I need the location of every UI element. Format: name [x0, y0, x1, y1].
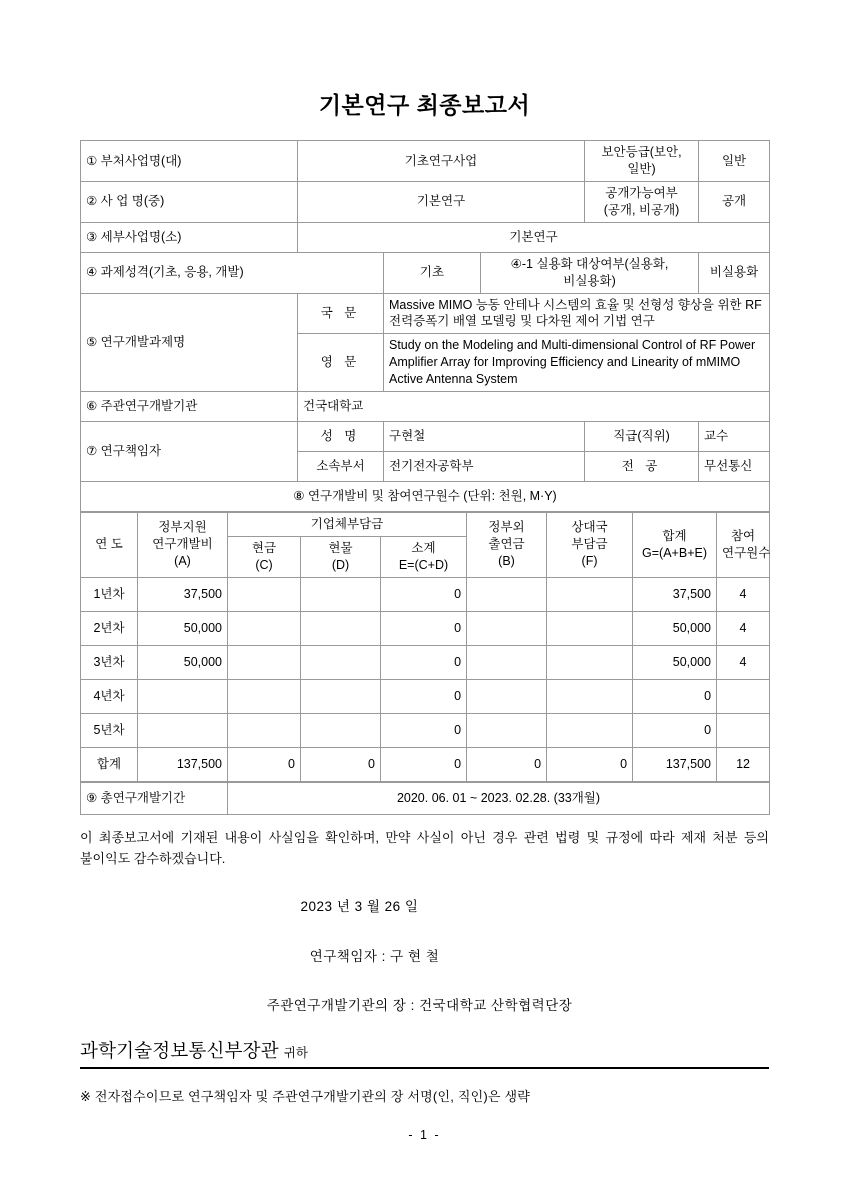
header-subtotal [381, 536, 467, 577]
signature-pi: 연구책임자 : 구 현 철 [309, 948, 440, 964]
table-row [81, 141, 770, 182]
row-inkind [301, 611, 381, 645]
row7-name-value: 구현철 [384, 421, 585, 451]
row-cash [228, 679, 301, 713]
total-nongov: 0 [467, 747, 547, 781]
signature-note: ※ 전자접수이므로 연구책임자 및 주관연구개발기관의 장 서명(인, 직인)은 생략 [80, 1088, 530, 1104]
total-total: 137,500 [633, 747, 717, 781]
row1-label: ① 부처사업명(대) [81, 141, 298, 182]
row2-side-value: 공개 [699, 182, 770, 223]
total-people: 12 [717, 747, 770, 781]
row1-value: 기초연구사업 [298, 141, 585, 182]
minister-title: 과학기술정보통신부장관 [80, 1039, 279, 1061]
row-total: 0 [633, 679, 717, 713]
table-row [81, 222, 770, 252]
row-nongov [467, 645, 547, 679]
row7-dept-value: 전기전자공학부 [384, 451, 585, 481]
row1-side-label: 보안등급(보안, 일반) [585, 141, 699, 182]
row-cash [228, 645, 301, 679]
declaration-text: 이 최종보고서에 기재된 내용이 사실임을 확인하며, 만약 사실이 아닌 경우 관련 법령 및 규정에 따라 제재 처분 등의 불이익도 감수하겠습니다. [80, 829, 769, 866]
row-subtotal: 0 [381, 611, 467, 645]
row-year: 2년차 [81, 611, 138, 645]
minister-addressee [80, 1037, 769, 1069]
signature-date: 2023 년 3 월 26 일 [300, 899, 419, 915]
row-subtotal: 0 [381, 679, 467, 713]
signature-block [80, 899, 769, 1014]
row-total: 50,000 [633, 611, 717, 645]
row-partner [547, 645, 633, 679]
row4-side-value: 비실용화 [699, 252, 770, 293]
header-partner-l2: 부담금 [571, 537, 608, 552]
header-nongov-l1: 정부외 [488, 520, 525, 535]
row-nongov [467, 577, 547, 611]
row-partner [547, 611, 633, 645]
header-people-l1: 참여 [730, 528, 756, 543]
row7-name-label: 성 명 [298, 421, 384, 451]
row4-label: ④ 과제성격(기초, 응용, 개발) [81, 252, 384, 293]
page-number: - 1 - [408, 1128, 441, 1142]
header-total-l2: G=(A+B+E) [642, 545, 707, 560]
row6-value: 건국대학교 [298, 391, 770, 421]
header-inkind [301, 536, 381, 577]
total-partner: 0 [547, 747, 633, 781]
row-total: 50,000 [633, 645, 717, 679]
row-partner [547, 713, 633, 747]
row-subtotal: 0 [381, 645, 467, 679]
header-subtotal-l1: 소계 [411, 540, 436, 555]
table-row [81, 481, 770, 511]
total-inkind: 0 [301, 747, 381, 781]
row-gov-support: 37,500 [138, 577, 228, 611]
table-row [81, 611, 770, 645]
period-label: ⑨ 총연구개발기간 [81, 782, 228, 814]
header-gov-support [138, 512, 228, 577]
header-gov-support-l3: (A) [174, 554, 191, 569]
row-year: 1년차 [81, 577, 138, 611]
row-people: 4 [717, 611, 770, 645]
row-gov-support: 50,000 [138, 611, 228, 645]
row7-major-label: 전 공 [585, 451, 699, 481]
row-year: 3년차 [81, 645, 138, 679]
row-total: 37,500 [633, 577, 717, 611]
row5-en-label: 영 문 [298, 334, 384, 392]
row6-label: ⑥ 주관연구개발기관 [81, 391, 298, 421]
signature-org: 주관연구개발기관의 장 : 건국대학교 산학협력단장 [266, 997, 573, 1013]
header-people [717, 512, 770, 577]
row7-position-label: 직급(직위) [585, 421, 699, 451]
row-subtotal: 0 [381, 713, 467, 747]
row-inkind [301, 679, 381, 713]
header-gov-support-l2: 연구개발비 [152, 537, 213, 552]
row5-kr-label: 국 문 [298, 293, 384, 334]
row5-label: ⑤ 연구개발과제명 [81, 293, 298, 391]
total-year: 합계 [81, 747, 138, 781]
row1-side-value: 일반 [699, 141, 770, 182]
header-total-l1: 합계 [662, 528, 687, 543]
table-row [81, 421, 770, 451]
header-year: 연 도 [81, 512, 138, 577]
row-people: 4 [717, 645, 770, 679]
row2-value: 기본연구 [298, 182, 585, 223]
period-table [80, 782, 770, 815]
total-cash: 0 [228, 747, 301, 781]
row7-dept-label: 소속부서 [298, 451, 384, 481]
table-row [81, 645, 770, 679]
header-cash-l1: 현금 [251, 540, 277, 555]
header-subtotal-l2: E=(C+D) [398, 557, 449, 572]
total-gov-support: 137,500 [138, 747, 228, 781]
row-gov-support: 50,000 [138, 645, 228, 679]
row-nongov [467, 679, 547, 713]
table-row [81, 293, 770, 334]
table-row [81, 577, 770, 611]
row5-kr-value: Massive MIMO 능동 안테나 시스템의 효율 및 선형성 향상을 위한 RF 전력증폭기 배열 모델링 및 다차원 제어 기법 연구 [384, 293, 770, 334]
header-nongov-l3: (B) [498, 554, 515, 569]
period-value: 2020. 06. 01 ~ 2023. 02.28. (33개월) [228, 782, 770, 814]
table-row [81, 391, 770, 421]
header-people-l2: 연구원수 [722, 545, 771, 560]
budget-section-title: ⑧ 연구개발비 및 참여연구원수 (단위: 천원, M·Y) [81, 481, 770, 511]
row-gov-support [138, 679, 228, 713]
row-cash [228, 611, 301, 645]
row3-label: ③ 세부사업명(소) [81, 222, 298, 252]
page-title: 기본연구 최종보고서 [318, 92, 531, 118]
row-subtotal: 0 [381, 577, 467, 611]
budget-total-row [81, 747, 770, 781]
header-company-group: 기업체부담금 [228, 512, 467, 536]
row-gov-support [138, 713, 228, 747]
budget-header-row-1 [81, 512, 770, 536]
header-partner-l1: 상대국 [571, 520, 608, 535]
budget-table [80, 512, 770, 782]
row4-side-label: ④-1 실용화 대상여부(실용화, 비실용화) [481, 252, 699, 293]
table-row [81, 713, 770, 747]
table-row [81, 182, 770, 223]
table-row [81, 679, 770, 713]
header-gov-support-l1: 정부지원 [158, 520, 207, 535]
row-inkind [301, 645, 381, 679]
row-year: 5년차 [81, 713, 138, 747]
row-partner [547, 577, 633, 611]
row-total: 0 [633, 713, 717, 747]
header-cash [228, 536, 301, 577]
row-nongov [467, 611, 547, 645]
row7-major-value: 무선통신 [699, 451, 770, 481]
row-cash [228, 577, 301, 611]
row7-position-value: 교수 [699, 421, 770, 451]
header-total [633, 512, 717, 577]
row-people [717, 713, 770, 747]
header-cash-l2: (C) [255, 557, 273, 572]
row-people: 4 [717, 577, 770, 611]
row4-value: 기초 [384, 252, 481, 293]
minister-suffix: 귀하 [283, 1045, 308, 1060]
header-inkind-l2: (D) [331, 557, 350, 572]
row2-label: ② 사 업 명(중) [81, 182, 298, 223]
row-inkind [301, 577, 381, 611]
header-nongov [467, 512, 547, 577]
row-partner [547, 679, 633, 713]
row7-label: ⑦ 연구책임자 [81, 421, 298, 481]
row2-side-label: 공개가능여부(공개, 비공개) [585, 182, 699, 223]
row5-en-value: Study on the Modeling and Multi-dimensional Control of RF Power Amplifier Array for Improving Efficiency and Linearity of mMIMO Active Antenna System [384, 334, 770, 392]
header-inkind-l1: 현물 [328, 540, 353, 555]
table-row [81, 782, 770, 814]
project-info-table [80, 140, 770, 512]
total-subtotal: 0 [381, 747, 467, 781]
row-people [717, 679, 770, 713]
table-row [81, 252, 770, 293]
row-cash [228, 713, 301, 747]
row-year: 4년차 [81, 679, 138, 713]
row3-value: 기본연구 [298, 222, 770, 252]
header-partner [547, 512, 633, 577]
row-inkind [301, 713, 381, 747]
header-partner-l3: (F) [581, 554, 598, 569]
row-nongov [467, 713, 547, 747]
header-nongov-l2: 출연금 [488, 537, 525, 552]
